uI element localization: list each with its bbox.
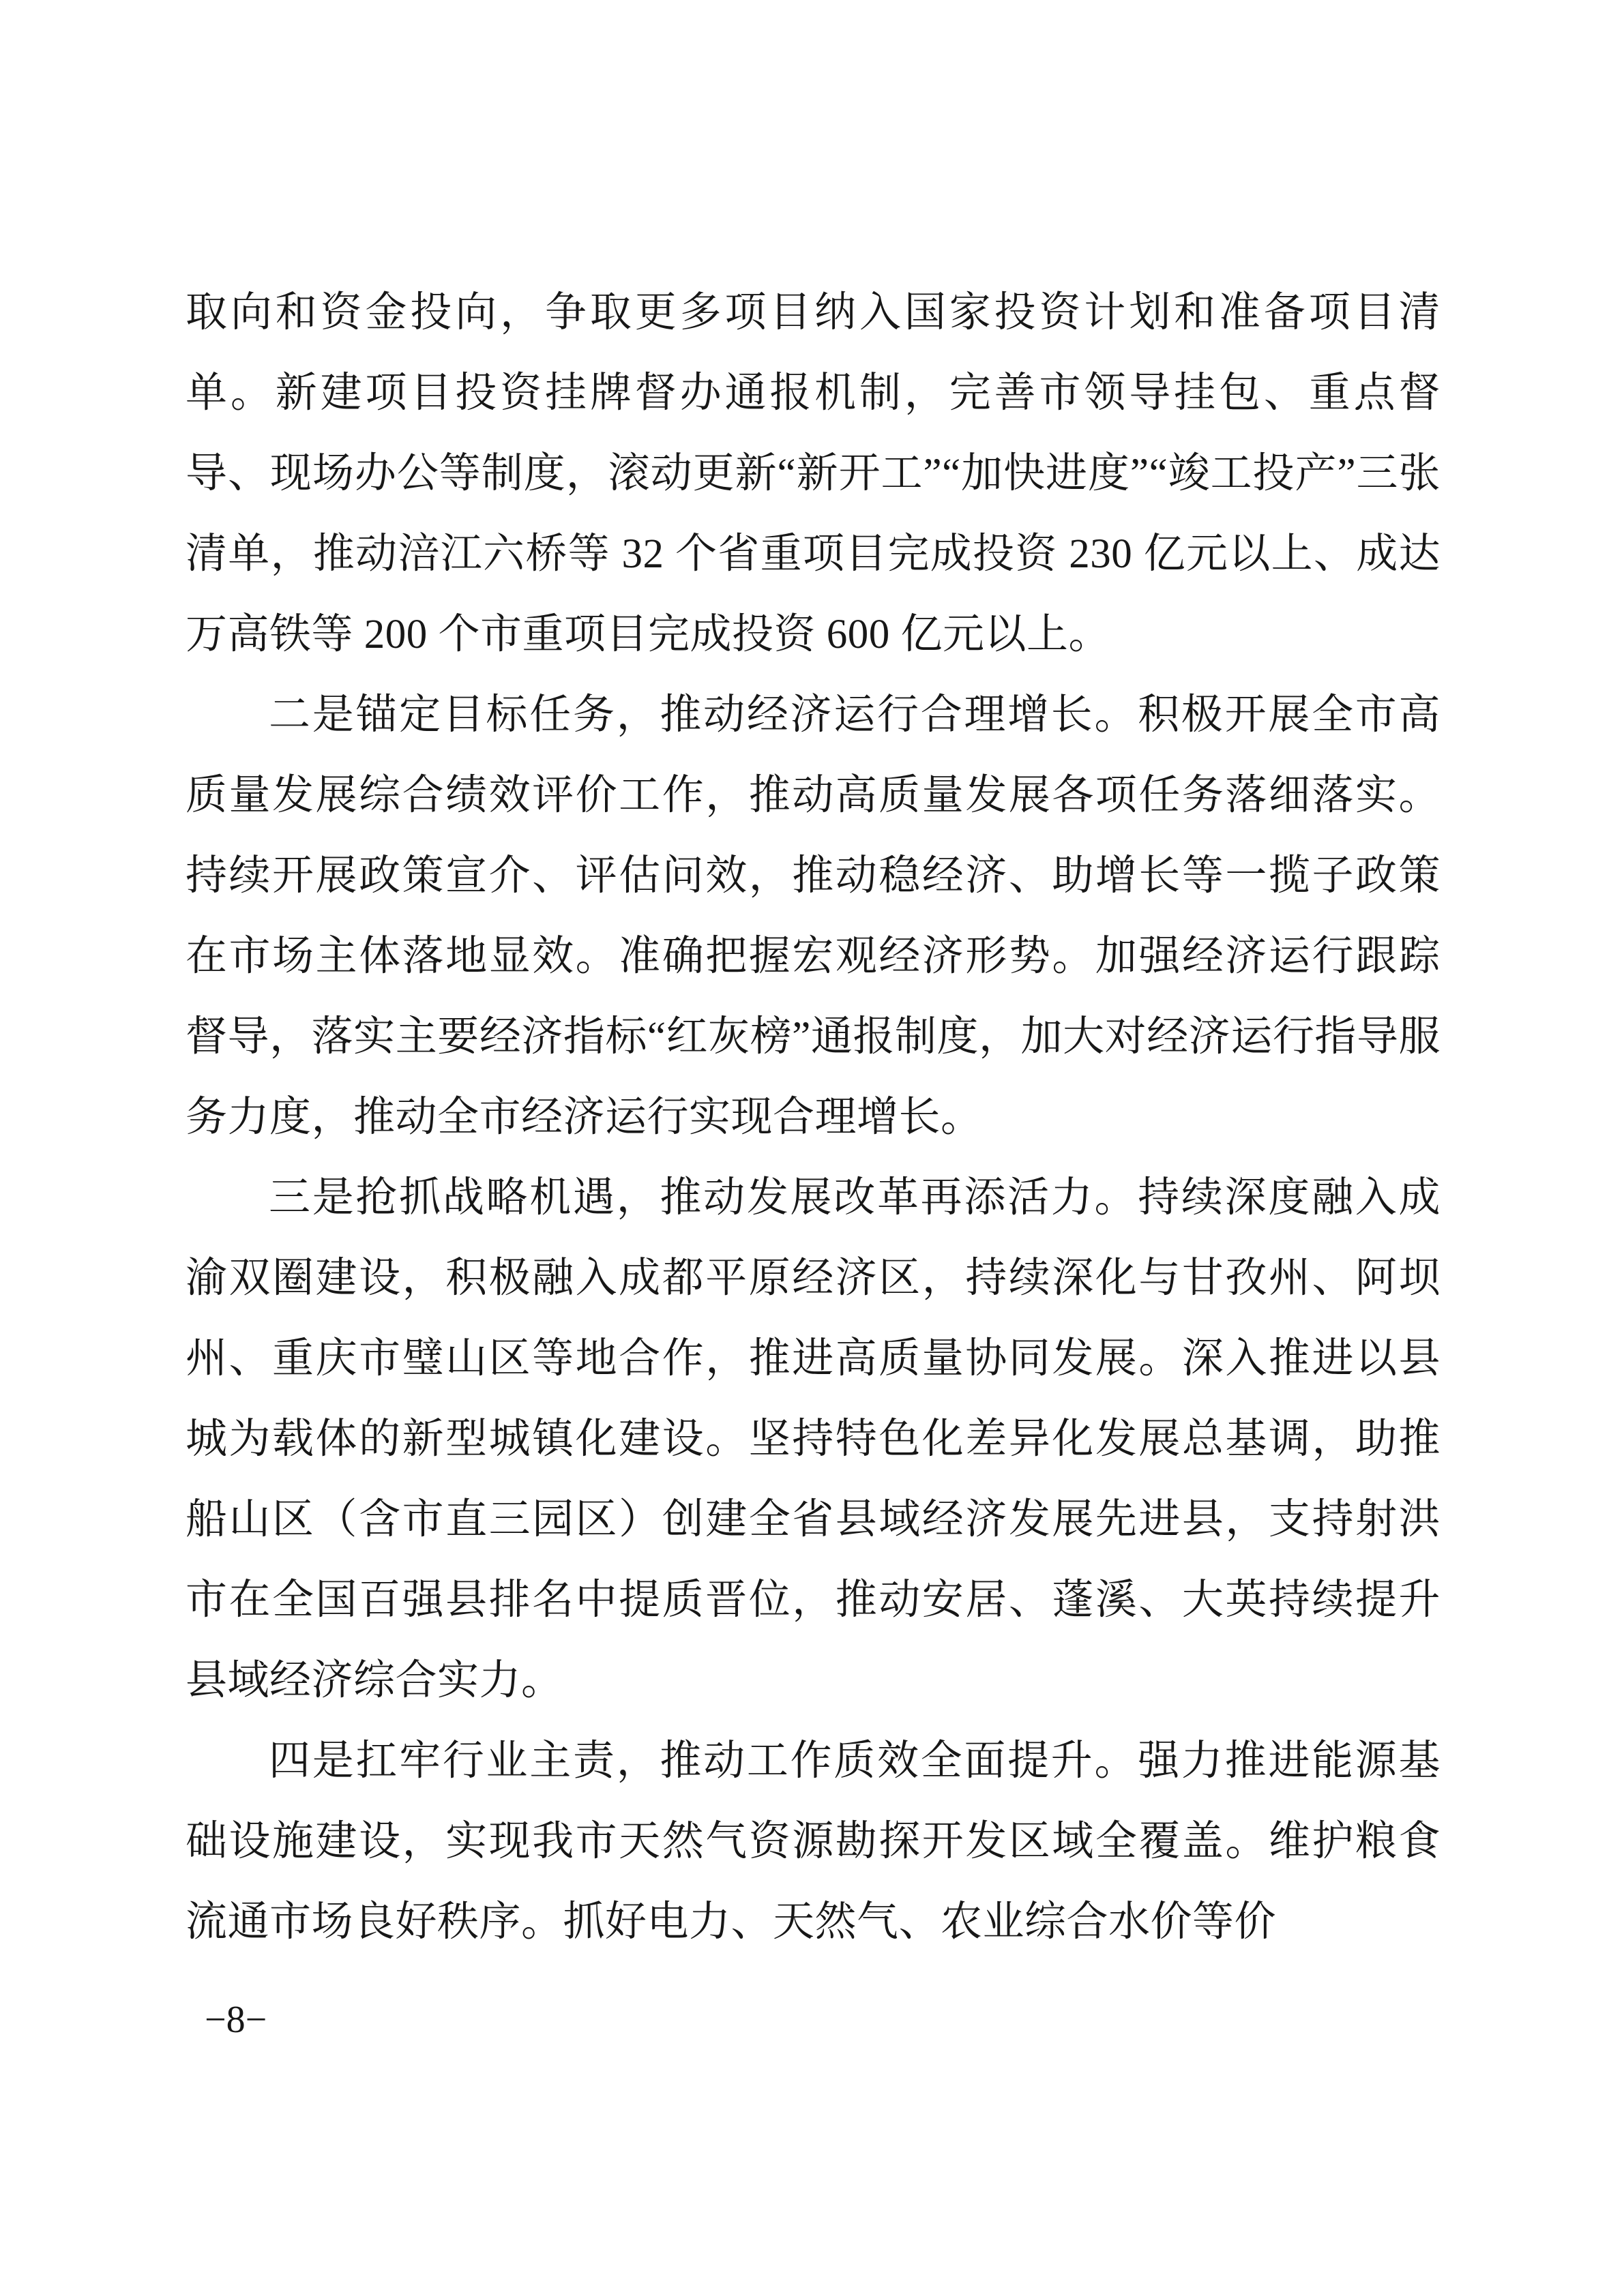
paragraph-2: 二是锚定目标任务，推动经济运行合理增长。积极开展全市高质量发展综合绩效评价工作，推动高质量发展各项任务落细落实。持续开展政策宣介、评估问效，推动稳经济、助增长等一揽子政策在市场主体落地显效。准确把握宏观经济形势。加强经济运行跟踪督导，落实主要经济指标“红灰榜”通报制度，加大对经济运行指导服务力度，推动全市经济运行实现合理增长。 <box>186 692 1441 1140</box>
paragraph-1: 取向和资金投向，争取更多项目纳入国家投资计划和准备项目清单。新建项目投资挂牌督办通报机制，完善市领导挂包、重点督导、现场办公等制度，滚动更新“新开工”“加快进度”“竣工投产”三张清单，推动涪江六桥等 32 个省重项目完成投资 230 亿元以上、成达万高铁等 200 个市重项目完成投资 600 亿元以上。 <box>186 290 1441 657</box>
page-body <box>186 273 1441 1963</box>
paragraph-3: 三是抢抓战略机遇，推动发展改革再添活力。持续深度融入成渝双圈建设，积极融入成都平原经济区，持续深化与甘孜州、阿坝州、重庆市璧山区等地合作，推进高质量协同发展。深入推进以县城为载体的新型城镇化建设。坚持特色化差异化发展总基调，助推船山区（含市直三园区）创建全省县域经济发展先进县，支持射洪市在全国百强县排名中提质晋位，推动安居、蓬溪、大英持续提升县域经济综合实力。 <box>186 1175 1441 1703</box>
paragraph-4: 四是扛牢行业主责，推动工作质效全面提升。强力推进能源基础设施建设，实现我市天然气资源勘探开发区域全覆盖。维护粮食流通市场良好秩序。抓好电力、天然气、农业综合水价等价 <box>186 1738 1441 1945</box>
page-number: −8− <box>205 1999 267 2041</box>
